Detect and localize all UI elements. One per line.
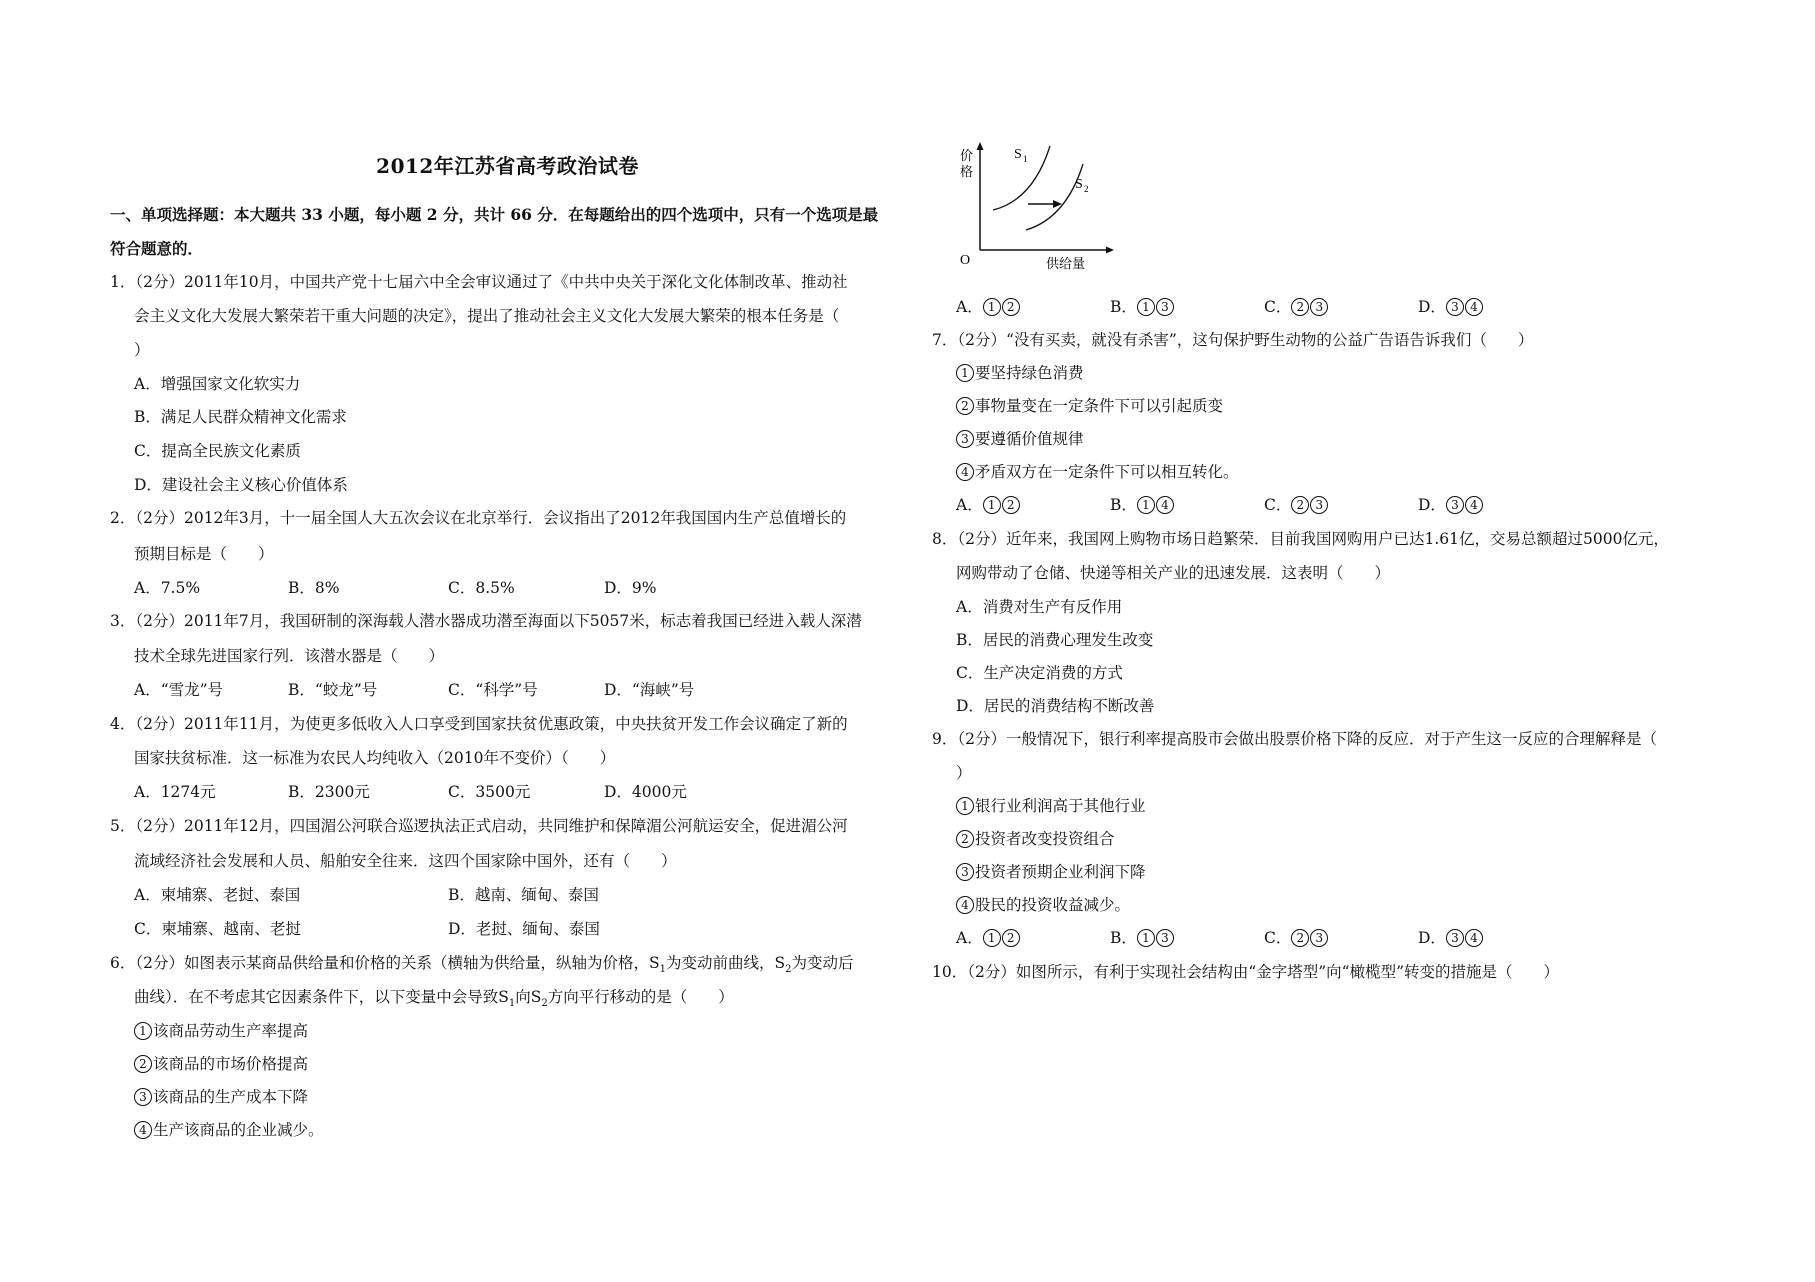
circled-2-icon: 2 <box>1002 298 1020 316</box>
q5-option-d[interactable]: D．老挝、缅甸、泰国 <box>448 920 600 938</box>
q2-option-b[interactable]: B．8% <box>288 579 340 597</box>
q1-stem-line-1: 1．（2分）2011年10月，中国共产党十七届六中全会审议通过了《中共中央关于深化文化体制改革、推动社 <box>110 273 848 291</box>
q8-option-b[interactable]: B．居民的消费心理发生改变 <box>956 631 1154 649</box>
circled-1-icon: 1 <box>983 496 1001 514</box>
circled-1-icon: 1 <box>983 298 1001 316</box>
circled-1-icon: 1 <box>1137 929 1155 947</box>
circled-4-icon: 4 <box>956 896 974 914</box>
q10-stem-line-1: 10．（2分）如图所示，有利于实现社会结构由“金字塔型”向“橄榄型”转变的措施是（ ） <box>932 963 1560 981</box>
q6-item-3: 3 该商品的生产成本下降 <box>134 1086 308 1108</box>
q3-option-b[interactable]: B．“蛟龙”号 <box>288 681 378 699</box>
q9-option-d[interactable]: D． 3 4 <box>1418 927 1484 949</box>
q6-option-a[interactable]: A． 1 2 <box>956 296 1021 318</box>
s2-curve <box>1026 164 1083 230</box>
q5-stem-line-1: 5．（2分）2011年12月，四国湄公河联合巡逻执法正式启动，共同维护和保障湄公河航运安全，促进湄公河 <box>110 817 848 835</box>
circled-2-icon: 2 <box>956 397 974 415</box>
q6-stem-line-2: 曲线）．在不考虑其它因素条件下，以下变量中会导致$S_1$向$S_2$方向平行移动的是（ ） <box>134 988 734 1010</box>
q1-option-b[interactable]: B．满足人民群众精神文化需求 <box>134 408 347 426</box>
q7-item-2: 2 事物量变在一定条件下可以引起质变 <box>956 395 1223 417</box>
q6-item-2: 2 该商品的市场价格提高 <box>134 1053 308 1075</box>
circled-4-icon: 4 <box>1465 929 1483 947</box>
q3-stem-line-2: 技术全球先进国家行列．该潜水器是（ ） <box>134 647 445 665</box>
x-axis-arrow-icon <box>1106 247 1114 254</box>
y-label-1: 价 <box>960 148 974 163</box>
q6-option-b[interactable]: B． 1 3 <box>1110 296 1175 318</box>
q4-option-d[interactable]: D．4000元 <box>604 783 687 801</box>
circled-3-icon: 3 <box>1156 298 1174 316</box>
q9-item-1: 1 银行业利润高于其他行业 <box>956 795 1146 817</box>
q3-option-a[interactable]: A．“雪龙”号 <box>134 681 224 699</box>
q2-stem-line-1: 2．（2分）2012年3月，十一届全国人大五次会议在北京举行．会议指出了2012年我国国内生产总值增长的 <box>110 509 847 527</box>
x-axis-label: 供给量 <box>1046 256 1086 271</box>
q9-option-c[interactable]: C． 2 3 <box>1264 927 1329 949</box>
q8-option-d[interactable]: D．居民的消费结构不断改善 <box>956 697 1155 715</box>
q2-option-a[interactable]: A．7.5% <box>134 579 201 597</box>
circled-3-icon: 3 <box>956 863 974 881</box>
circled-1-icon: 1 <box>983 929 1001 947</box>
q9-option-a[interactable]: A． 1 2 <box>956 927 1021 949</box>
q7-item-1: 1 要坚持绿色消费 <box>956 362 1084 384</box>
q3-option-c[interactable]: C．“科学”号 <box>448 681 538 699</box>
q5-option-c[interactable]: C．柬埔寨、越南、老挝 <box>134 920 301 938</box>
q1-stem-line-3: ） <box>134 341 150 359</box>
q9-item-3: 3 投资者预期企业利润下降 <box>956 861 1146 883</box>
s1-sub-label: 1 <box>1023 154 1028 164</box>
q1-stem-line-2: 会主义文化大发展大繁荣若干重大问题的决定》，提出了推动社会主义文化大发展大繁荣的根本任务是（ <box>134 307 840 325</box>
circled-3-icon: 3 <box>1310 496 1328 514</box>
q7-stem-line-1: 7．（2分）“没有买卖，就没有杀害”，这句保护野生动物的公益广告语告诉我们（ ） <box>932 331 1534 349</box>
q7-option-c[interactable]: C． 2 3 <box>1264 494 1329 516</box>
q1-option-a[interactable]: A．增强国家文化软实力 <box>134 375 301 393</box>
circled-4-icon: 4 <box>1465 298 1483 316</box>
q7-item-4: 4 矛盾双方在一定条件下可以相互转化。 <box>956 461 1239 483</box>
circled-4-icon: 4 <box>134 1121 152 1139</box>
q4-option-c[interactable]: C．3500元 <box>448 783 531 801</box>
circled-1-icon: 1 <box>956 797 974 815</box>
circled-2-icon: 2 <box>956 830 974 848</box>
q5-option-a[interactable]: A．柬埔寨、老挝、泰国 <box>134 886 301 904</box>
circled-3-icon: 3 <box>1446 929 1464 947</box>
circled-2-icon: 2 <box>1291 496 1309 514</box>
q5-option-b[interactable]: B．越南、缅甸、泰国 <box>448 886 599 904</box>
q4-stem-line-1: 4．（2分）2011年11月，为使更多低收入人口享受到国家扶贫优惠政策，中央扶贫开发工作会议确定了新的 <box>110 715 848 733</box>
section-heading-line-2: 符合题意的． <box>110 239 204 258</box>
q3-stem-line-1: 3．（2分）2011年7月，我国研制的深海载人潜水器成功潜至海面以下5057米，标志着我国已经进入载人深潜 <box>110 612 862 630</box>
y-axis-arrow-icon <box>977 142 984 150</box>
q3-option-d[interactable]: D．“海峡”号 <box>604 681 695 699</box>
s2-label: S <box>1075 177 1083 192</box>
q8-option-c[interactable]: C．生产决定消费的方式 <box>956 664 1123 682</box>
circled-4-icon: 4 <box>956 463 974 481</box>
q4-option-a[interactable]: A．1274元 <box>134 783 216 801</box>
circled-3-icon: 3 <box>1310 298 1328 316</box>
circled-1-icon: 1 <box>134 1022 152 1040</box>
q9-stem-line-1: 9．（2分）一般情况下，银行利率提高股市会做出股票价格下降的反应．对于产生这一反应的合理解释是（ <box>932 730 1657 748</box>
q8-stem-line-1: 8．（2分）近年来，我国网上购物市场日趋繁荣．目前我国网购用户已达1.61亿，交易总额超过5000亿元， <box>932 530 1669 548</box>
circled-3-icon: 3 <box>134 1088 152 1106</box>
q6-stem-line-1: 6．（2分）如图表示某商品供给量和价格的关系（横轴为供给量，纵轴为价格，$S_1$为变动前曲线，$S_2$为变动后 <box>110 954 854 976</box>
q4-stem-line-2: 国家扶贫标准．这一标准为农民人均纯收入（2010年不变价）（ ） <box>134 749 616 767</box>
q6-option-d[interactable]: D． 3 4 <box>1418 296 1484 318</box>
circled-3-icon: 3 <box>1446 496 1464 514</box>
circled-2-icon: 2 <box>1291 298 1309 316</box>
circled-1-icon: 1 <box>956 364 974 382</box>
q6-item-4: 4 生产该商品的企业减少。 <box>134 1119 324 1141</box>
q6-option-c[interactable]: C． 2 3 <box>1264 296 1329 318</box>
circled-1-icon: 1 <box>1137 496 1155 514</box>
circled-2-icon: 2 <box>134 1055 152 1073</box>
q2-option-c[interactable]: C．8.5% <box>448 579 515 597</box>
q1-option-d[interactable]: D．建设社会主义核心价值体系 <box>134 476 348 494</box>
circled-4-icon: 4 <box>1156 496 1174 514</box>
q2-stem-line-2: 预期目标是（ ） <box>134 545 274 563</box>
circled-2-icon: 2 <box>1002 929 1020 947</box>
q9-item-2: 2 投资者改变投资组合 <box>956 828 1115 850</box>
supply-curve-figure <box>958 138 1118 273</box>
q8-option-a[interactable]: A．消费对生产有反作用 <box>956 598 1123 616</box>
q9-option-b[interactable]: B． 1 3 <box>1110 927 1175 949</box>
q6-item-1: 1 该商品劳动生产率提高 <box>134 1020 308 1042</box>
q5-stem-line-2: 流域经济社会发展和人员、船舶安全往来．这四个国家除中国外，还有（ ） <box>134 852 677 870</box>
circled-2-icon: 2 <box>1002 496 1020 514</box>
section-heading-line-1: 一、单项选择题：本大题共 33 小题，每小题 2 分，共计 66 分．在每题给出的四个选项中，只有一个选项是最 <box>110 205 879 224</box>
q9-stem-line-2: ） <box>956 764 972 782</box>
q7-item-3: 3 要遵循价值规律 <box>956 428 1084 450</box>
q4-option-b[interactable]: B．2300元 <box>288 783 370 801</box>
q9-item-4: 4 股民的投资收益减少。 <box>956 894 1130 916</box>
q7-option-b[interactable]: B． 1 4 <box>1110 494 1175 516</box>
circled-3-icon: 3 <box>1156 929 1174 947</box>
q1-option-c[interactable]: C．提高全民族文化素质 <box>134 442 301 460</box>
q7-option-a[interactable]: A． 1 2 <box>956 494 1021 516</box>
circled-3-icon: 3 <box>1310 929 1328 947</box>
q7-option-d[interactable]: D． 3 4 <box>1418 494 1484 516</box>
q8-stem-line-2: 网购带动了仓储、快递等相关产业的迅速发展．这表明（ ） <box>956 564 1391 582</box>
circled-4-icon: 4 <box>1465 496 1483 514</box>
s1-label: S <box>1014 147 1022 162</box>
origin-label: O <box>960 253 971 268</box>
page-title: 2012年江苏省高考政治试卷 <box>376 154 639 178</box>
y-label-2: 格 <box>960 164 974 179</box>
q2-option-d[interactable]: D．9% <box>604 579 657 597</box>
circled-3-icon: 3 <box>1446 298 1464 316</box>
circled-3-icon: 3 <box>956 430 974 448</box>
s2-sub-label: 2 <box>1084 184 1089 194</box>
circled-1-icon: 1 <box>1137 298 1155 316</box>
circled-2-icon: 2 <box>1291 929 1309 947</box>
